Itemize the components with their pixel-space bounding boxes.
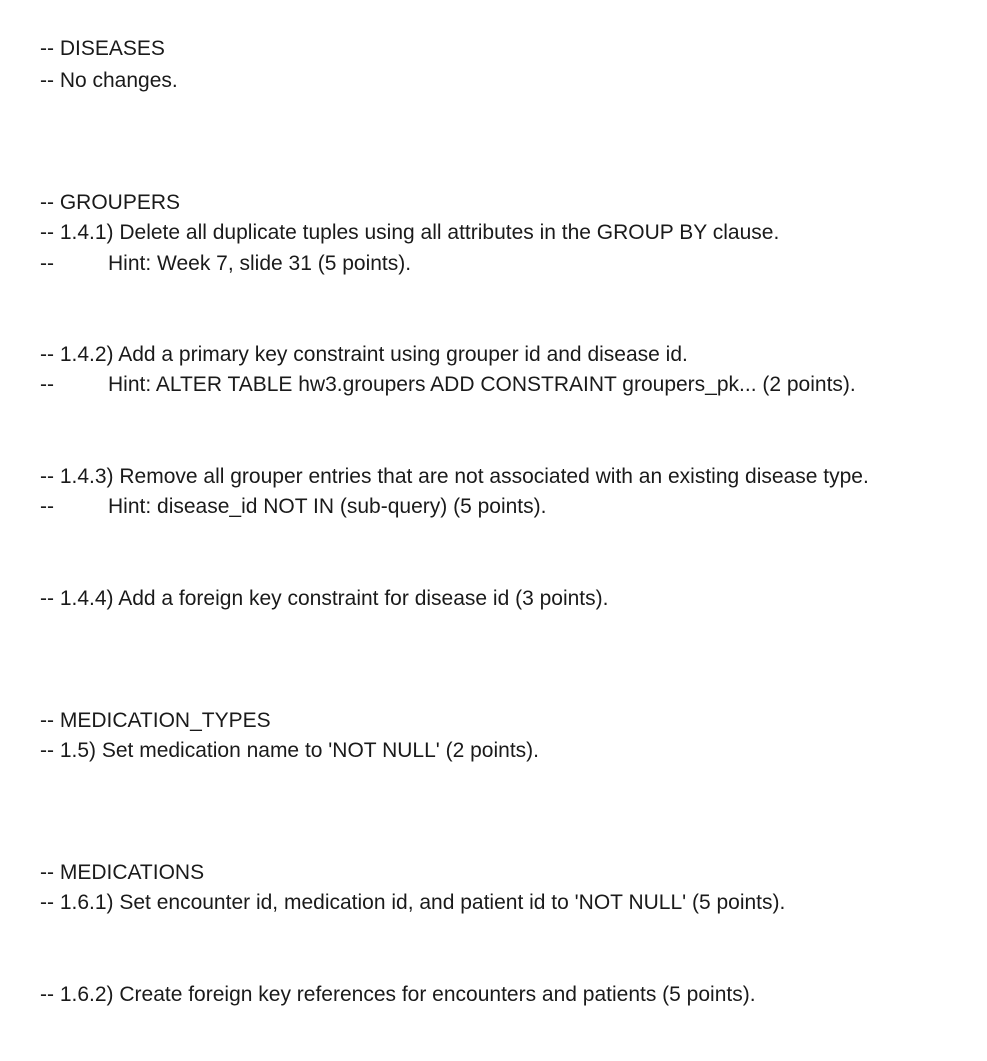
hint-text: Hint: Week 7, slide 31 (5 points). <box>108 252 412 275</box>
diseases-header: -- DISEASES <box>40 37 165 60</box>
hint-dash: -- <box>40 495 54 518</box>
diseases-note: -- No changes. <box>40 69 178 92</box>
medications-header: -- MEDICATIONS <box>40 861 205 884</box>
task-1-4-2: -- 1.4.2) Add a primary key constraint using grouper id and disease id. <box>40 343 688 366</box>
hint-text: Hint: disease_id NOT IN (sub-query) (5 points). <box>108 495 547 518</box>
groupers-header: -- GROUPERS <box>40 191 181 214</box>
task-1-6-2: -- 1.6.2) Create foreign key references for encounters and patients (5 points). <box>40 983 756 1006</box>
task-1-6-1: -- 1.6.1) Set encounter id, medication id, and patient id to 'NOT NULL' (5 points). <box>40 891 786 914</box>
task-1-4-3: -- 1.4.3) Remove all grouper entries that are not associated with an existing disease type. <box>40 465 869 488</box>
task-1-4-4: -- 1.4.4) Add a foreign key constraint for disease id (3 points). <box>40 587 609 610</box>
hint-dash: -- <box>40 252 54 275</box>
hint-1-4-1 <box>40 252 411 276</box>
task-1-4-1: -- 1.4.1) Delete all duplicate tuples using all attributes in the GROUP BY clause. <box>40 221 780 244</box>
hint-dash: -- <box>40 373 54 396</box>
hint-1-4-3 <box>40 495 546 519</box>
hint-text: Hint: ALTER TABLE hw3.groupers ADD CONSTRAINT groupers_pk... (2 points). <box>108 373 856 396</box>
hint-1-4-2 <box>40 373 856 397</box>
task-1-5: -- 1.5) Set medication name to 'NOT NULL' (2 points). <box>40 739 539 762</box>
medication-types-header: -- MEDICATION_TYPES <box>40 709 271 732</box>
